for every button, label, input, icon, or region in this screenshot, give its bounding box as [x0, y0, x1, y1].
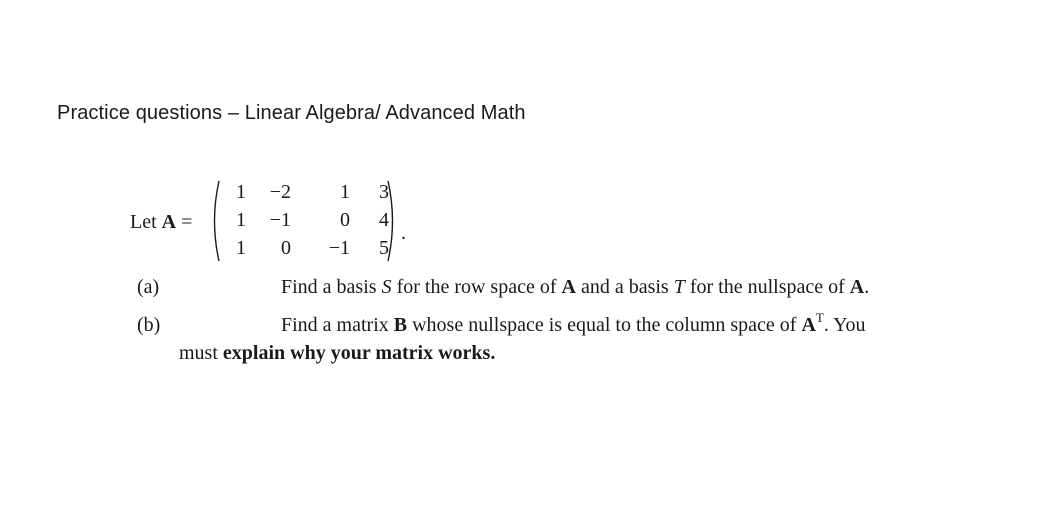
- text-segment: for the row space of: [391, 276, 562, 298]
- matrix-entry: 1: [340, 181, 350, 203]
- text-segment: B: [393, 314, 408, 336]
- question-a-text: [281, 276, 869, 299]
- matrix-period: .: [401, 222, 406, 244]
- equals-sign: =: [181, 211, 193, 233]
- matrix-entry: −1: [328, 237, 350, 259]
- text-segment: Find a matrix: [281, 314, 394, 336]
- matrix-entry: −1: [269, 209, 291, 231]
- matrix-entry: 3: [379, 181, 389, 203]
- matrix-entry: 0: [340, 209, 350, 231]
- text-segment: Find a basis: [281, 276, 382, 298]
- matrix-entry: −2: [269, 181, 291, 203]
- text-segment: T: [815, 310, 824, 325]
- text-segment: . You: [823, 314, 866, 336]
- let-word: Let: [130, 211, 157, 233]
- matrix-a: [207, 179, 400, 263]
- text-segment: explain why your matrix works.: [222, 342, 496, 364]
- question-a-label: (a): [137, 276, 160, 298]
- question-b-continuation: [179, 342, 495, 365]
- matrix-entry: 1: [236, 237, 246, 259]
- matrix-entry: 1: [236, 209, 246, 231]
- text-segment: whose nullspace is equal to the column space of: [407, 314, 802, 336]
- matrix-entry: 0: [281, 237, 291, 259]
- text-segment: A: [849, 276, 865, 298]
- matrix-entry: 4: [379, 209, 389, 231]
- text-segment: for the nullspace of: [684, 276, 850, 298]
- text-segment: A: [561, 276, 576, 298]
- page-title: Practice questions – Linear Algebra/ Advanced Math: [57, 102, 526, 124]
- matrix-symbol: A: [161, 211, 177, 233]
- matrix-entry: 5: [379, 237, 389, 259]
- text-segment: A: [801, 314, 816, 336]
- text-segment: and a basis: [575, 276, 674, 298]
- matrix-entry: 1: [236, 181, 246, 203]
- question-b-text: [281, 310, 866, 337]
- text-segment: must: [179, 342, 223, 364]
- text-segment: T: [673, 276, 685, 298]
- text-segment: S: [381, 276, 392, 298]
- text-segment: .: [864, 276, 870, 298]
- matrix-intro: [130, 211, 192, 234]
- question-b-label: (b): [137, 314, 161, 336]
